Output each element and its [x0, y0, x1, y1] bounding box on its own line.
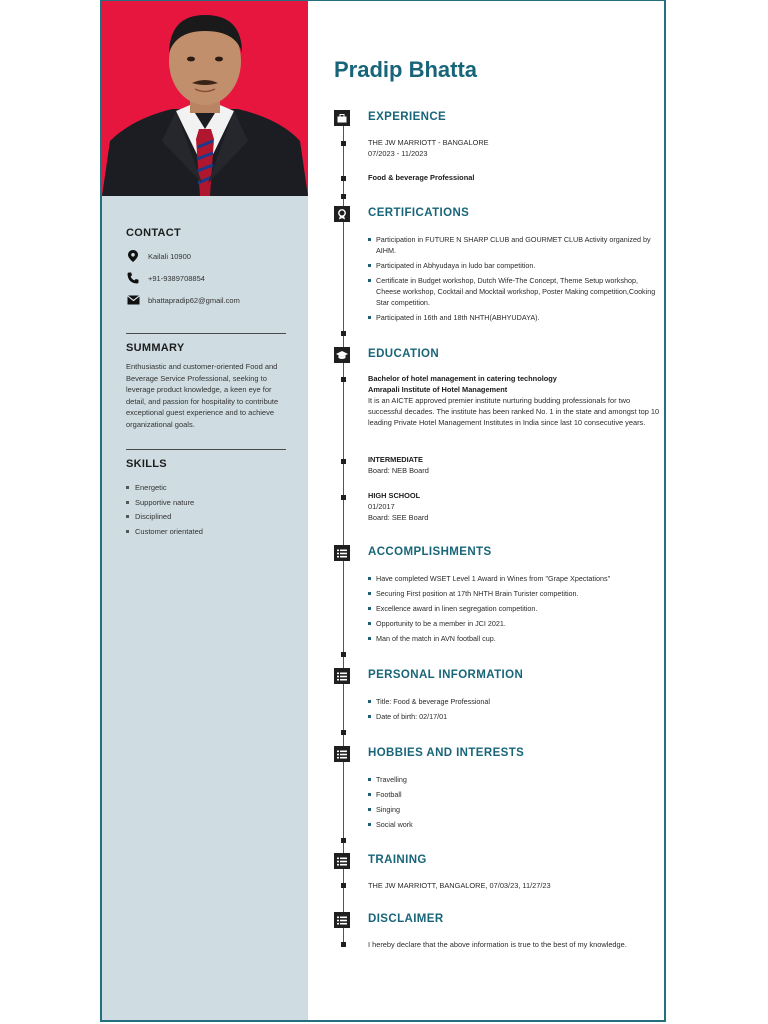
- highschool-board: Board: SEE Board: [368, 513, 429, 522]
- skill-item: Customer orientated: [126, 524, 286, 539]
- phone-icon: [126, 271, 140, 285]
- timeline-dot: [341, 883, 346, 888]
- training-text: THE JW MARRIOTT, BANGALORE, 07/03/23, 11/27/23: [368, 881, 551, 890]
- experience-heading: EXPERIENCE: [368, 111, 447, 123]
- education-degree: Bachelor of hotel management in catering technology: [368, 374, 557, 383]
- certification-item: Participated in Abhyudaya in ludo bar competition.: [368, 260, 658, 271]
- experience-dates: 07/2023 - 11/2023: [368, 149, 428, 158]
- envelope-icon: [126, 293, 140, 307]
- sidebar-divider: [126, 333, 286, 334]
- timeline-dot: [341, 838, 346, 843]
- contact-location: [126, 245, 286, 267]
- list-icon: [334, 545, 350, 561]
- list-icon: [334, 668, 350, 684]
- timeline-dot: [341, 194, 346, 199]
- timeline-dot: [341, 942, 346, 947]
- skills-list: [126, 480, 286, 539]
- disclaimer-heading: DISCLAIMER: [368, 913, 444, 925]
- personal-item: Title: Food & beverage Professional: [368, 696, 658, 707]
- summary-section: [126, 342, 286, 431]
- certification-item: Participated in 16th and 18th NHTH(ABHYUDAYA).: [368, 312, 658, 323]
- accomplishments-list: [368, 573, 658, 648]
- list-icon: [334, 853, 350, 869]
- education-heading: EDUCATION: [368, 348, 440, 360]
- timeline-dot: [341, 495, 346, 500]
- experience-role: Food & beverage Professional: [368, 173, 475, 182]
- graduation-cap-icon: [334, 347, 350, 363]
- contact-email: [126, 289, 286, 311]
- location-pin-icon: [126, 249, 140, 263]
- highschool-date: 01/2017: [368, 502, 395, 511]
- list-icon: [334, 746, 350, 762]
- timeline-dot: [341, 377, 346, 382]
- personal-list: [368, 696, 658, 726]
- skills-section: [126, 458, 286, 539]
- education-institute: Amrapali Institute of Hotel Management: [368, 385, 508, 394]
- email-text[interactable]: bhattapradip62@gmail.com: [148, 295, 240, 305]
- certificate-icon: [334, 206, 350, 222]
- sidebar-divider: [126, 449, 286, 450]
- hobby-item: Singing: [368, 804, 658, 815]
- main-column: [308, 1, 664, 1020]
- personal-heading: PERSONAL INFORMATION: [368, 669, 524, 681]
- highschool-title: HIGH SCHOOL: [368, 491, 421, 500]
- accomplishment-item: Securing First position at 17th NHTH Brain Turister competition.: [368, 588, 658, 599]
- experience-company: THE JW MARRIOTT - BANGALORE: [368, 138, 489, 147]
- hobbies-list: [368, 774, 658, 834]
- accomplishment-item: Opportunity to be a member in JCI 2021.: [368, 618, 658, 629]
- resume-page: [100, 0, 666, 1022]
- hobby-item: Social work: [368, 819, 658, 830]
- contact-section: [126, 227, 286, 311]
- phone-text[interactable]: +91-9389708854: [148, 273, 205, 283]
- accomplishment-item: Excellence award in linen segregation competition.: [368, 603, 658, 614]
- skills-heading: SKILLS: [126, 458, 167, 470]
- disclaimer-text: I hereby declare that the above information is true to the best of my knowledge.: [368, 940, 627, 949]
- certifications-list: [368, 234, 658, 327]
- timeline-dot: [341, 730, 346, 735]
- intermediate-board: Board: NEB Board: [368, 466, 429, 475]
- contact-heading: CONTACT: [126, 227, 182, 239]
- list-icon: [334, 912, 350, 928]
- hobbies-heading: HOBBIES AND INTERESTS: [368, 747, 525, 759]
- hobby-item: Travelling: [368, 774, 658, 785]
- timeline-dot: [341, 176, 346, 181]
- intermediate-title: INTERMEDIATE: [368, 455, 423, 464]
- timeline-dot: [341, 141, 346, 146]
- timeline-dot: [341, 331, 346, 336]
- profile-photo: [102, 1, 308, 196]
- accomplishment-item: Have completed WSET Level 1 Award in Wines from "Grape Xpectations": [368, 573, 658, 584]
- certification-item: Certificate in Budget workshop, Dutch Wife-The Concept, Theme Setup workshop, Cheese workshop, Cocktail and Mocktail workshop, Poster Making competition,Cooking Star competition.: [368, 275, 658, 308]
- contact-phone: [126, 267, 286, 289]
- education-description: It is an AICTE approved premier institute nurturing budding professionals for two successful decades. The institute has been ranked No. 1 in the state and amongst top 10 leading Private Hotel Management Institutes in India since last 10 consecutive years.: [368, 396, 660, 428]
- candidate-name: Pradip Bhatta: [334, 57, 478, 82]
- certifications-heading: CERTIFICATIONS: [368, 207, 470, 219]
- timeline-dot: [341, 459, 346, 464]
- skill-item: Disciplined: [126, 509, 286, 524]
- timeline-dot: [341, 652, 346, 657]
- location-text: Kailali 10900: [148, 251, 191, 261]
- skill-item: Energetic: [126, 480, 286, 495]
- certification-item: Participation in FUTURE N SHARP CLUB and GOURMET CLUB Activity organized by AIHM.: [368, 234, 658, 256]
- hobby-item: Football: [368, 789, 658, 800]
- sidebar: [102, 1, 308, 1020]
- skill-item: Supportive nature: [126, 495, 286, 510]
- summary-text: Enthusiastic and customer-oriented Food and Beverage Service Professional, seeking to leverage product knowledge, a keen eye for detail, and passion for hospitality to contribute exceptional guest experience and to achieve organizational goals.: [126, 362, 279, 429]
- training-heading: TRAINING: [368, 854, 427, 866]
- accomplishments-heading: ACCOMPLISHMENTS: [368, 546, 492, 558]
- summary-heading: SUMMARY: [126, 342, 185, 354]
- timeline-line: [343, 123, 344, 945]
- briefcase-icon: [334, 110, 350, 126]
- personal-item: Date of birth: 02/17/01: [368, 711, 658, 722]
- accomplishment-item: Man of the match in AVN football cup.: [368, 633, 658, 644]
